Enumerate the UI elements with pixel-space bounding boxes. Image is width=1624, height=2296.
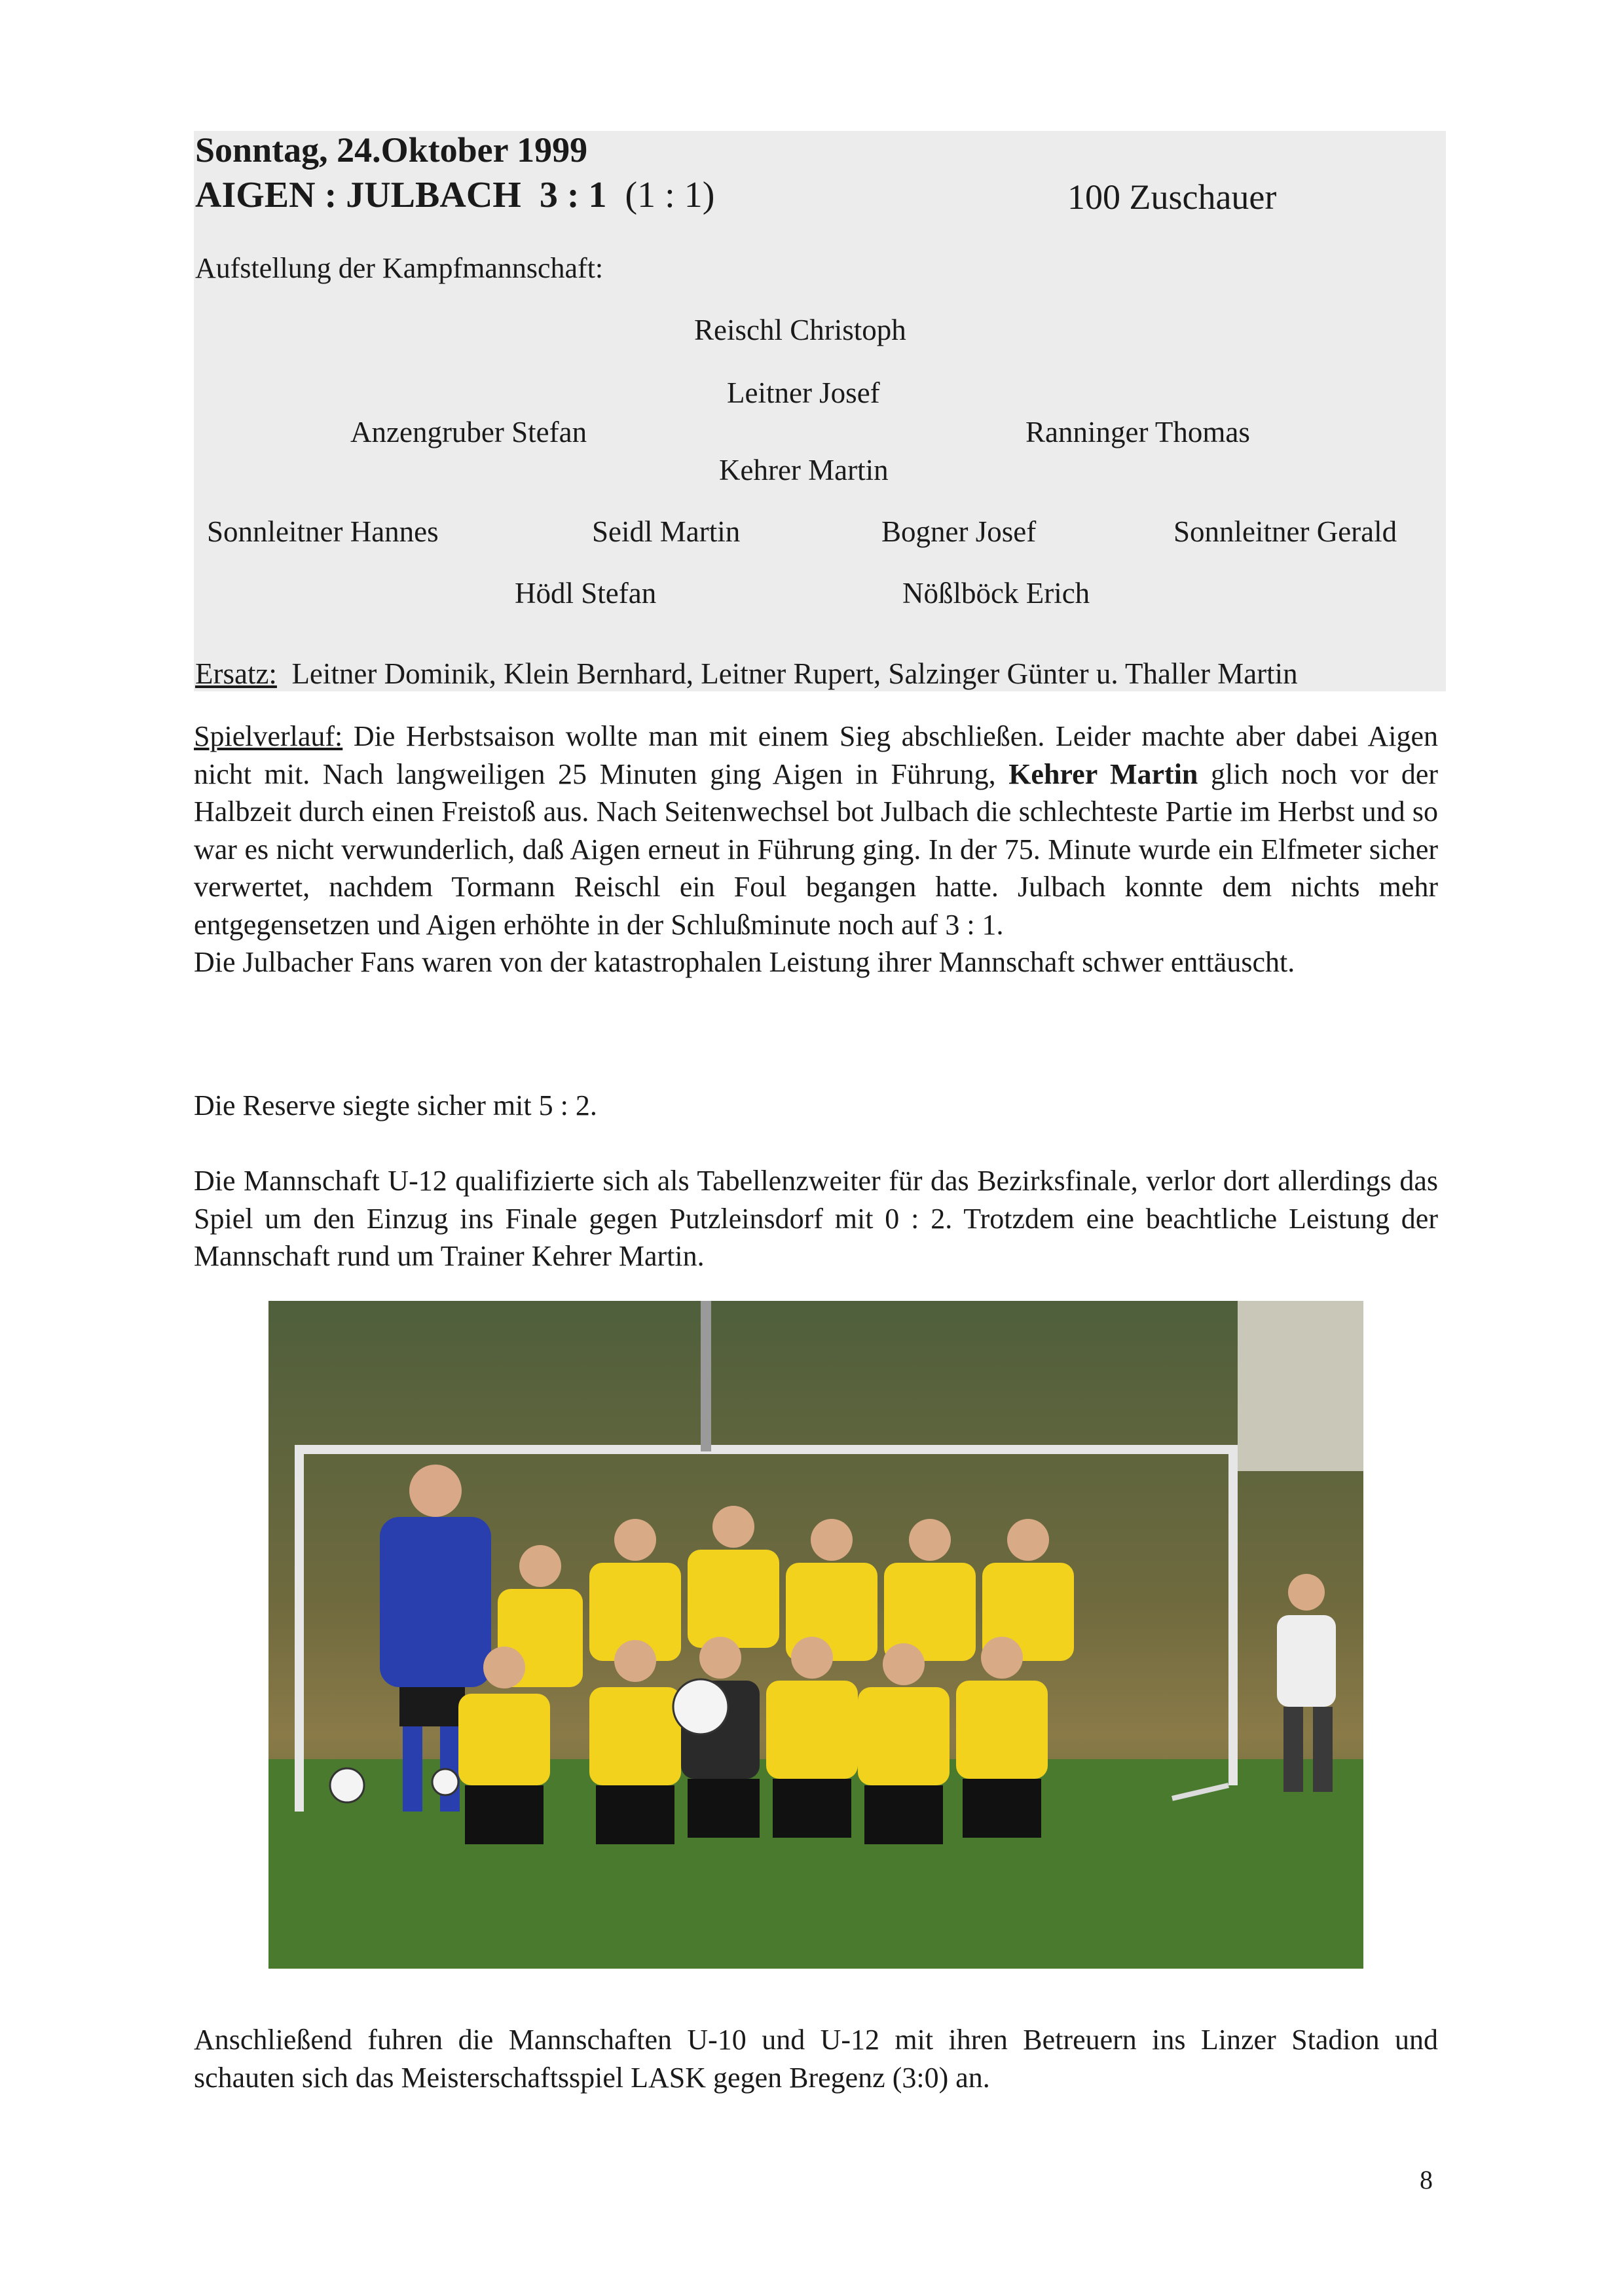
lineup-midfield-4: Sonnleitner Gerald (1173, 515, 1397, 548)
report-bold-name: Kehrer Martin (1008, 757, 1198, 790)
u12-report: Die Mannschaft U-12 qualifizierte sich als Tabellenzweiter für das Bezirksfinale, verlor dort allerdings das Spiel um den Einzug ins Finale gegen Putzleinsdorf mit 0 : 2. Trotzdem eine beachtliche Leistung der Mannschaft rund um Trainer Kehrer Martin. (194, 1165, 1438, 1272)
report-text-1: Die Herbstsaison wollte man mit einem Sieg abschließen. Leider machte aber dabei Aigen nicht mit. Nach langweiligen 25 Minuten ging Aigen in Führung, (194, 720, 1439, 790)
match-date: Sonntag, 24.Oktober 1999 (195, 130, 588, 170)
team-photo (268, 1301, 1363, 1969)
lineup-defender-right: Ranninger Thomas (1025, 416, 1250, 448)
lineup-midfield-3: Bogner Josef (881, 515, 1037, 548)
report-label: Spielverlauf: (194, 720, 343, 752)
reserve-result: Die Reserve siegte sicher mit 5 : 2. (194, 1089, 597, 1121)
lineup-midfield-2: Seidl Martin (592, 515, 741, 548)
lineup-forward-left: Hödl Stefan (515, 577, 657, 610)
match-score: 3 : 1 (539, 175, 607, 215)
substitutes-label: Ersatz: (195, 657, 277, 690)
lineup-midfield-1: Sonnleitner Hannes (207, 515, 439, 548)
match-result (195, 174, 714, 216)
lineup-stopper: Kehrer Martin (719, 454, 889, 486)
page-number: 8 (1420, 2165, 1433, 2195)
lineup-defender-left: Anzengruber Stefan (350, 416, 587, 448)
report-text-2: glich noch vor der Halbzeit durch einen Freistoß aus. Nach Seitenwechsel bot Julbach die schlechteste Partie im Herbst und so war es nicht verwunderlich, daß Aigen erneut in Führung ging. In der 75. Minute wurde ein Elfmeter sicher verwertet, nachdem Tormann Reischl ein Foul begangen hatte. Julbach konnte dem nichts mehr entgegensetzen und Aigen erhöhte in der Schlußminute noch auf 3 : 1. (194, 757, 1439, 941)
closing-paragraph: Anschließend fuhren die Mannschaften U-10 und U-12 mit ihren Betreuern ins Linzer Stadion und schauten sich das Meisterschaftsspiel LASK gegen Bregenz (3:0) an. (194, 2024, 1438, 2094)
lineup-forward-right: Nößlböck Erich (902, 577, 1090, 610)
halftime-score: (1 : 1) (625, 175, 715, 215)
lineup-libero: Leitner Josef (727, 376, 880, 409)
lineup-title: Aufstellung der Kampfmannschaft: (195, 252, 604, 284)
substitutes (195, 657, 1298, 691)
report-fans: Die Julbacher Fans waren von der katastrophalen Leistung ihrer Mannschaft schwer enttäuscht. (194, 946, 1295, 978)
match-report (194, 718, 1438, 981)
lineup-goalkeeper: Reischl Christoph (694, 314, 906, 346)
match-teams: AIGEN : JULBACH (195, 175, 521, 215)
substitutes-list: Leitner Dominik, Klein Bernhard, Leitner Rupert, Salzinger Günter u. Thaller Martin (291, 657, 1298, 690)
spectators: 100 Zuschauer (1067, 177, 1277, 217)
